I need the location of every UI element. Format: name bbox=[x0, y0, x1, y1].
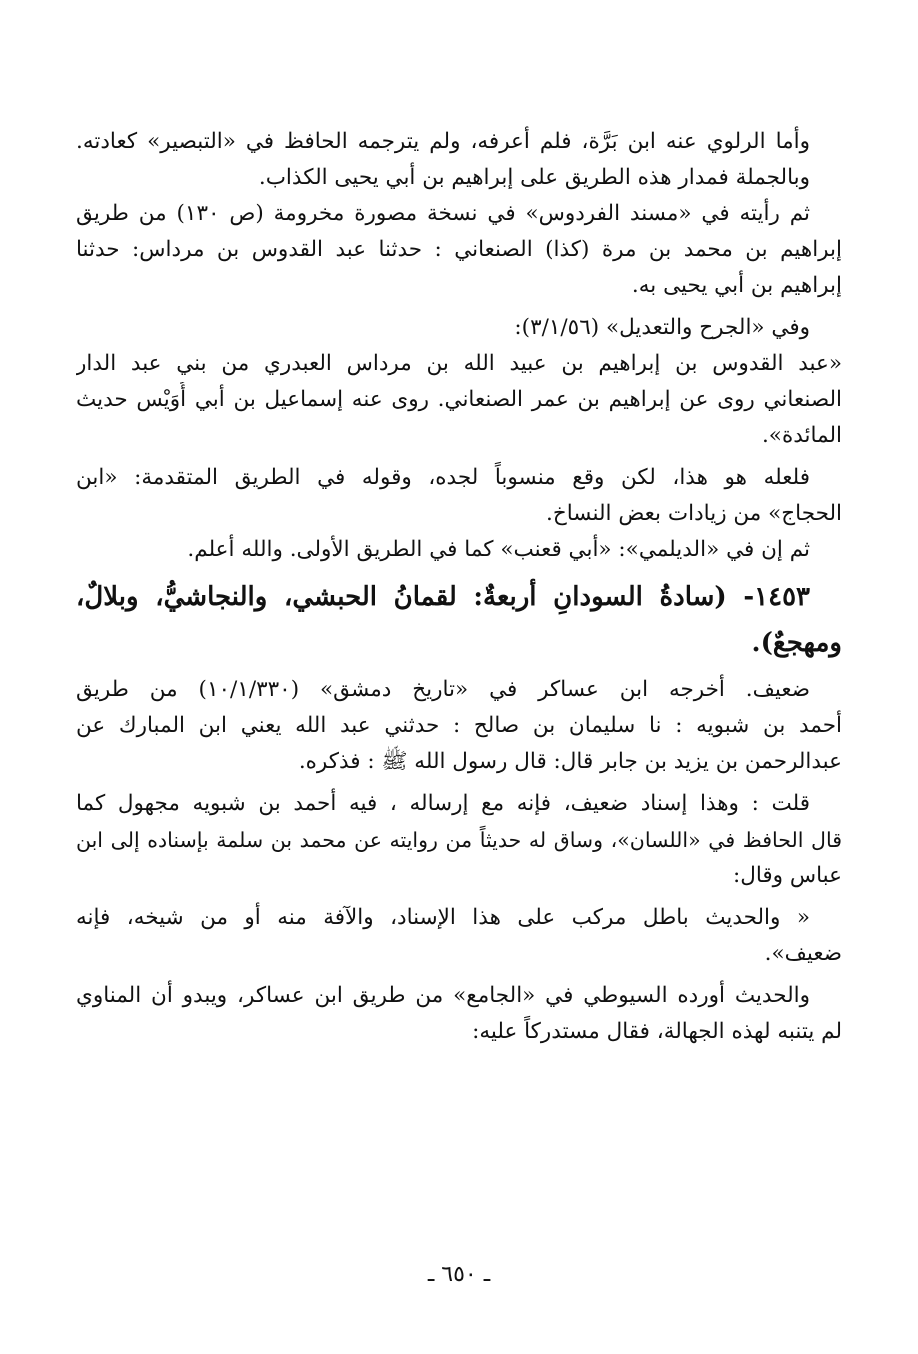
paragraph-quote-batil bbox=[76, 900, 842, 972]
page-body bbox=[76, 124, 842, 1050]
text-line: إبراهيم بن محمد بن مرة (كذا) الصنعاني : حدثنا عبد القدوس بن مرداس: حدثنا bbox=[76, 237, 842, 262]
text-line: وفي «الجرح والتعديل» (٣/١/٥٦): bbox=[514, 315, 810, 340]
page-number: ـ ٦٥٠ ـ bbox=[427, 1262, 491, 1287]
hadith-heading-line: ١٤٥٣- (سادةُ السودانِ أربعةٌ: لقمانُ الحبشي، والنجاشيُّ، وبلالٌ، bbox=[76, 582, 810, 612]
paragraph-qultu bbox=[76, 786, 842, 894]
paragraph-suyuti bbox=[76, 978, 842, 1050]
text-line: المائدة». bbox=[761, 423, 842, 448]
text-line: قلت : وهذا إسناد ضعيف، فإنه مع إرساله ، فيه أحمد بن شبويه مجهول كما bbox=[76, 791, 810, 816]
text-line: ثم رأيته في «مسند الفردوس» في نسخة مصورة مخرومة (ص ١٣٠) من طريق bbox=[76, 201, 810, 226]
text-line: عباس وقال: bbox=[732, 863, 842, 888]
paragraph-quote-abd-alquddus bbox=[76, 346, 842, 454]
text-line: فلعله هو هذا، لكن وقع منسوباً لجده، وقوله في الطريق المتقدمة: «ابن bbox=[76, 465, 810, 490]
text-line: ضعيف. أخرجه ابن عساكر في «تاريخ دمشق» (١٠/١/٣٣٠) من طريق bbox=[76, 677, 810, 702]
text-line: قال الحافظ في «اللسان»، وساق له حديثاً من روايته عن محمد بن سلمة بإسناده إلى ابن bbox=[76, 828, 842, 852]
paragraph-firdaws bbox=[76, 196, 842, 304]
text-line: ضعيف». bbox=[764, 941, 842, 966]
text-line: أحمد بن شبويه : نا سليمان بن صالح : حدثني عبد الله يعني ابن المبارك عن bbox=[76, 713, 842, 738]
paragraph-daylami bbox=[76, 532, 842, 568]
text-line: عبدالرحمن بن يزيد بن جابر قال: قال رسول الله ﷺ : فذكره. bbox=[298, 749, 842, 774]
text-line: وأما الرلوي عنه ابن بَرَّة، فلم أعرفه، ولم يترجمه الحافظ في «التبصير» كعادته. bbox=[76, 129, 810, 154]
paragraph-jarh bbox=[76, 310, 842, 346]
hadith-heading bbox=[76, 574, 842, 666]
text-line: «عبد القدوس بن إبراهيم بن عبيد الله بن مرداس العبدري من بني عبد الدار bbox=[76, 351, 842, 376]
text-line: والحديث أورده السيوطي في «الجامع» من طريق ابن عساكر، ويبدو أن المناوي bbox=[76, 983, 810, 1008]
hadith-heading-line: ومهجعٌ). bbox=[751, 628, 842, 658]
text-line: لم يتنبه لهذه الجهالة، فقال مستدركاً عليه: bbox=[472, 1019, 842, 1044]
text-line: الصنعاني روى عن إبراهيم بن عمر الصنعاني. روى عنه إسماعيل بن أبي أُوَيْس حديث bbox=[76, 387, 842, 412]
text-line: « والحديث باطل مركب على هذا الإسناد، والآفة منه أو من شيخه، فإنه bbox=[76, 905, 810, 930]
paragraph-ruloi bbox=[76, 124, 842, 196]
text-line: ثم إن في «الديلمي»: «أبي قعنب» كما في الطريق الأولى. والله أعلم. bbox=[187, 537, 810, 562]
text-line: الحجاج» من زيادات بعض النساخ. bbox=[546, 501, 842, 526]
text-line: إبراهيم بن أبي يحيى به. bbox=[631, 273, 842, 298]
paragraph-takhrij bbox=[76, 672, 842, 780]
paragraph-laallahu bbox=[76, 460, 842, 532]
text-line: وبالجملة فمدار هذه الطريق على إبراهيم بن أبي يحيى الكذاب. bbox=[258, 165, 810, 190]
